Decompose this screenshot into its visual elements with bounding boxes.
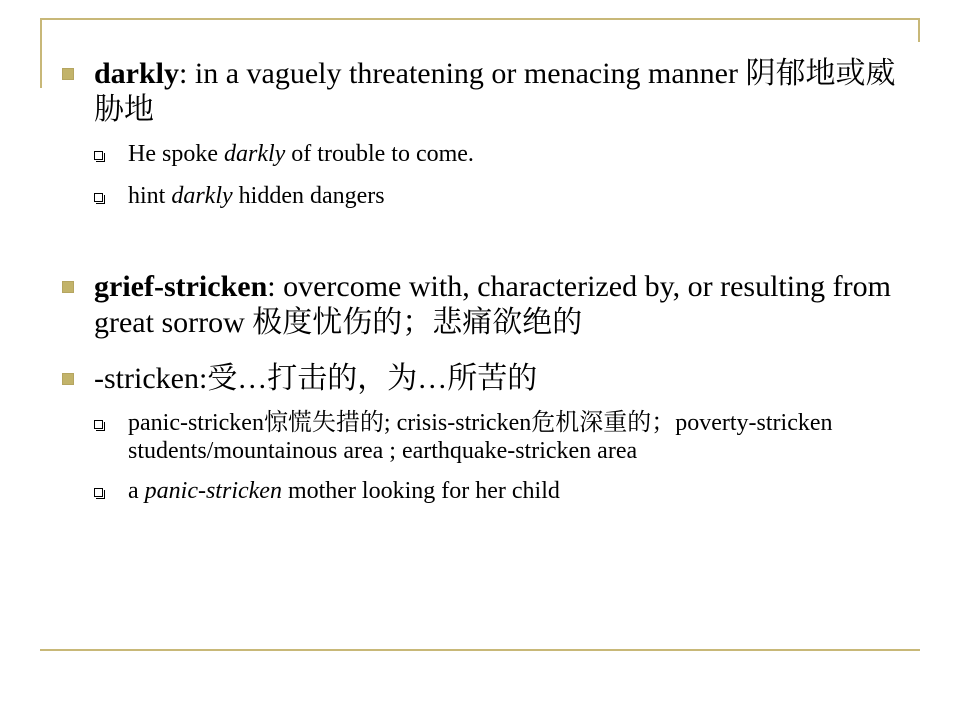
left-border-line <box>40 18 42 88</box>
example-text-emphasis: panic-stricken <box>144 478 282 504</box>
example-text-emphasis: darkly <box>223 141 286 167</box>
hollow-square-bullet-icon <box>94 193 103 202</box>
definition-text: : overcome with, characterized by, or resulting from great sorrow 极度忧伤的；悲痛欲绝的 <box>94 270 891 339</box>
term-label: grief-stricken <box>94 270 268 303</box>
square-bullet-icon <box>62 281 74 293</box>
definition-text: -stricken:受…打击的，为…所苦的 <box>94 362 538 395</box>
top-border-line <box>40 18 920 20</box>
example-text-post: of trouble to come. <box>285 141 474 167</box>
bottom-border-line <box>40 649 920 651</box>
hollow-square-bullet-icon <box>94 488 103 497</box>
example-text-post: mother looking for her child <box>281 478 560 504</box>
bullet-darkly <box>62 56 912 128</box>
example-stricken-2 <box>94 477 912 505</box>
example-text-pre: a <box>128 478 145 504</box>
example-text-emphasis: darkly <box>171 183 233 209</box>
example-stricken-1 <box>94 409 912 465</box>
hollow-square-bullet-icon <box>94 151 103 160</box>
example-text: panic-stricken惊慌失措的; crisis-stricken危机深重的；poverty-stricken students/mountainous area ; earthquake-stricken area <box>128 410 833 464</box>
example-text-pre: hint <box>128 183 172 209</box>
definition-text: : in a vaguely threatening or menacing manner 阴郁地或威胁地 <box>94 57 896 126</box>
hollow-square-bullet-icon <box>94 420 103 429</box>
example-darkly-1 <box>94 140 912 168</box>
slide-body <box>62 56 912 505</box>
term-label: darkly <box>94 57 180 90</box>
square-bullet-icon <box>62 68 74 80</box>
example-text-pre: He spoke <box>128 141 224 167</box>
square-bullet-icon <box>62 373 74 385</box>
example-darkly-2 <box>94 182 912 210</box>
bullet-stricken-suffix <box>62 361 912 397</box>
bullet-grief-stricken <box>62 269 912 341</box>
example-text-post: hidden dangers <box>232 183 385 209</box>
right-border-line <box>918 18 920 42</box>
